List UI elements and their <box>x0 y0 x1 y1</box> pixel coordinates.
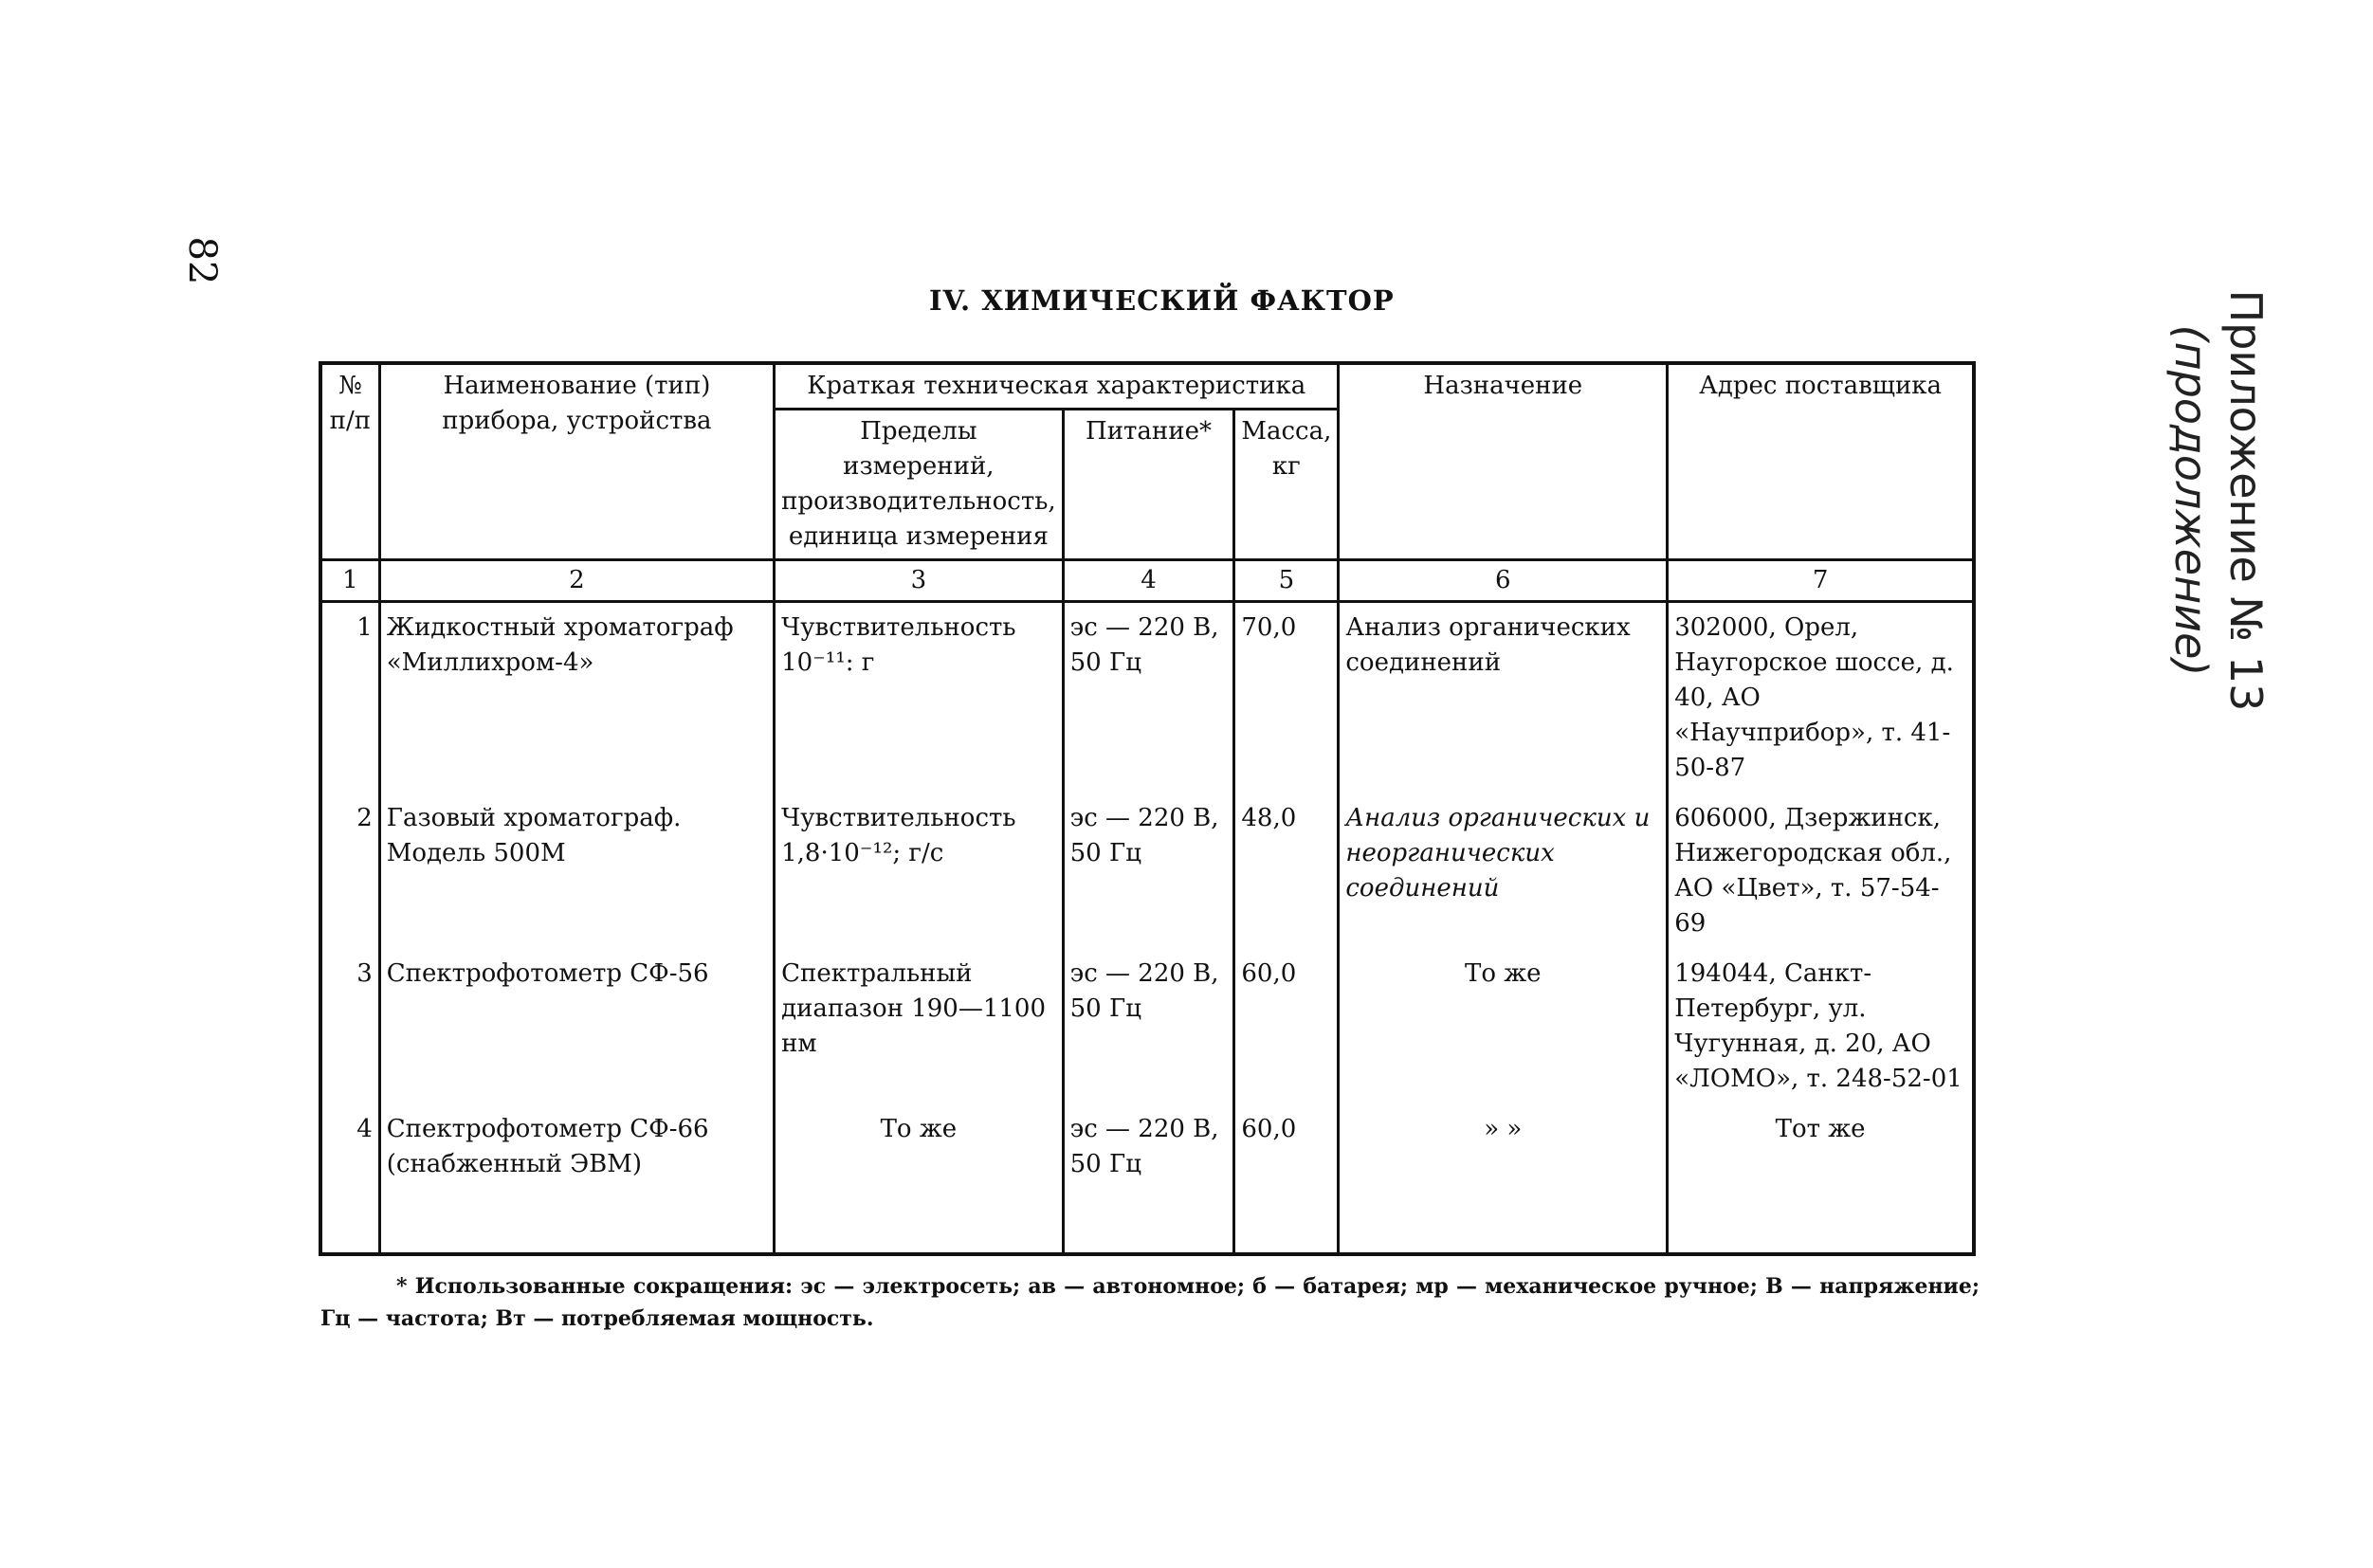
header-purpose: Назначение <box>1339 363 1668 560</box>
page-number: 82 <box>180 236 224 285</box>
row-num: 1 <box>320 602 379 794</box>
mass-kg: 48,0 <box>1234 793 1339 949</box>
column-number: 5 <box>1234 560 1339 602</box>
column-number: 4 <box>1063 560 1234 602</box>
column-number: 1 <box>320 560 379 602</box>
header-spec-group: Краткая техническая характеристика <box>775 363 1339 410</box>
power-supply: эс — 220 В, 50 Гц <box>1063 602 1234 794</box>
table-row <box>320 602 1974 794</box>
supplier-address: 606000, Дзержинск, Нижегородская обл., АО «Цвет», т. 57-54-69 <box>1668 793 1974 949</box>
device-name: Спектрофотометр СФ-56 <box>379 949 774 1104</box>
supplier-address: 194044, Санкт-Петербург, ул. Чугунная, д. 20, АО «ЛОМО», т. 248-52-01 <box>1668 949 1974 1104</box>
purpose: » » <box>1339 1104 1668 1254</box>
row-num: 3 <box>320 949 379 1104</box>
footnote: * Использованные сокращения: эс — электросеть; ав — автономное; б — батарея; мр — механическое ручное; В — напряжение; Гц — частота; Вт — потребляемая мощность. <box>320 1274 1980 1331</box>
supplier-address: 302000, Орел, Наугорское шоссе, д. 40, АО «Научприбор», т. 41-50-87 <box>1668 602 1974 794</box>
table-row <box>320 1104 1974 1254</box>
device-name: Спектрофотометр СФ-66 (снабженный ЭВМ) <box>379 1104 774 1254</box>
supplier-address: Тот же <box>1668 1104 1974 1254</box>
power-supply: эс — 220 В, 50 Гц <box>1063 793 1234 949</box>
header-num: № п/п <box>320 363 379 560</box>
measurement-limits: Чувствительность 10⁻¹¹: г <box>775 602 1064 794</box>
column-number: 7 <box>1668 560 1974 602</box>
section-title: IV. ХИМИЧЕСКИЙ ФАКТОР <box>929 284 1395 317</box>
row-num: 2 <box>320 793 379 949</box>
mass-kg: 60,0 <box>1234 1104 1339 1254</box>
footnote-divider <box>320 1253 510 1256</box>
header-limits: Пределы измерений, производительность, единица измерения <box>775 410 1064 560</box>
header-power: Питание* <box>1063 410 1234 560</box>
column-number-row <box>320 560 1974 602</box>
appendix-note <box>2163 254 2273 747</box>
device-name: Газовый хроматограф. Модель 500М <box>379 793 774 949</box>
appendix-title: Приложение № 13 <box>2220 289 2272 712</box>
table-row <box>320 949 1974 1104</box>
header-name: Наименование (тип) прибора, устройства <box>379 363 774 560</box>
purpose: Анализ органических соединений <box>1339 602 1668 794</box>
column-number: 2 <box>379 560 774 602</box>
row-num: 4 <box>320 1104 379 1254</box>
measurement-limits: То же <box>775 1104 1064 1254</box>
appendix-continuation: (продолжение) <box>2165 324 2217 677</box>
header-address: Адрес поставщика <box>1668 363 1974 560</box>
measurement-limits: Спектральный диапазон 190—1100 нм <box>775 949 1064 1104</box>
header-mass: Масса, кг <box>1234 410 1339 560</box>
purpose: То же <box>1339 949 1668 1104</box>
power-supply: эс — 220 В, 50 Гц <box>1063 949 1234 1104</box>
table-row <box>320 793 1974 949</box>
measurement-limits: Чувствительность 1,8·10⁻¹²; г/с <box>775 793 1064 949</box>
purpose: Анализ органических и неорганических соединений <box>1339 793 1668 949</box>
column-number: 3 <box>775 560 1064 602</box>
equipment-table <box>319 361 1976 1256</box>
power-supply: эс — 220 В, 50 Гц <box>1063 1104 1234 1254</box>
mass-kg: 60,0 <box>1234 949 1339 1104</box>
device-name: Жидкостный хроматограф «Миллихром-4» <box>379 602 774 794</box>
column-number: 6 <box>1339 560 1668 602</box>
mass-kg: 70,0 <box>1234 602 1339 794</box>
